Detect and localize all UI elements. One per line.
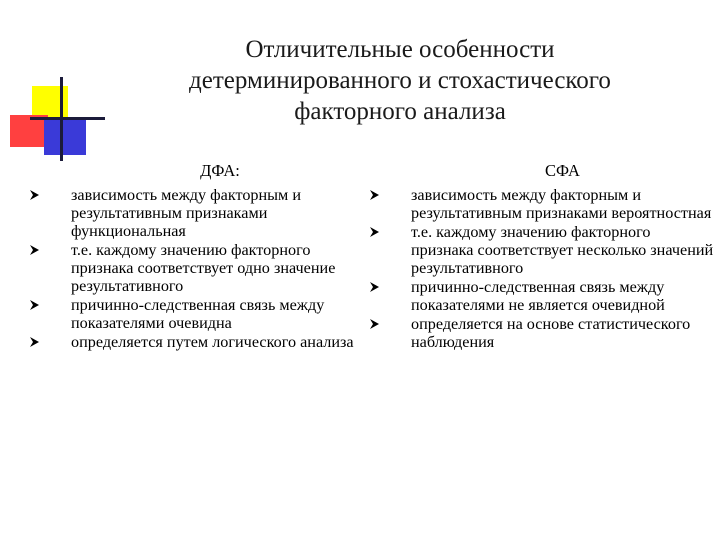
list-item-text: т.е. каждому значению факторного признака соответствует несколько значений результативного (411, 223, 714, 277)
arrowhead-bullet-icon (30, 190, 39, 200)
arrowhead-bullet-icon (30, 245, 39, 255)
list-item (30, 296, 370, 332)
list-item (370, 186, 715, 222)
title-line: Отличительные особенности (245, 36, 555, 63)
arrowhead-bullet-icon (370, 190, 379, 200)
list-item-text: определяется на основе статистического наблюдения (411, 315, 691, 351)
arrowhead-bullet-icon (370, 227, 379, 237)
list-item (30, 241, 370, 295)
list-item-text: причинно-следственная связь между показателями очевидна (71, 296, 325, 332)
list-item-text: зависимость между факторным и результативным признаками функциональная (71, 186, 302, 240)
title-line: детерминированного и стохастического (189, 67, 611, 94)
list-item-text: т.е. каждому значению факторного признака соответствует одно значение результативного (71, 241, 336, 295)
list-item (370, 315, 715, 351)
list-item-text: причинно-следственная связь между показателями не является очевидной (411, 278, 665, 314)
list-item (30, 333, 370, 351)
dfa-heading: ДФА: (200, 161, 240, 180)
sfa-list (370, 186, 715, 351)
list-item-text: зависимость между факторным и результативным признаками вероятностная (411, 186, 712, 222)
list-item (370, 223, 715, 277)
list-item-text: определяется путем логического анализа (71, 333, 354, 351)
logo-blue-square (44, 119, 86, 155)
dfa-column (30, 162, 370, 352)
arrowhead-bullet-icon (30, 300, 39, 310)
logo-horizontal-line (30, 117, 105, 120)
sfa-heading: СФА (545, 161, 580, 180)
dfa-list (30, 186, 370, 351)
list-item (30, 186, 370, 240)
title-line: факторного анализа (294, 98, 506, 125)
slide-title (150, 34, 650, 127)
arrowhead-bullet-icon (370, 282, 379, 292)
list-item (370, 278, 715, 314)
arrowhead-bullet-icon (370, 319, 379, 329)
slide-logo (0, 0, 110, 170)
arrowhead-bullet-icon (30, 337, 39, 347)
sfa-column (370, 162, 715, 352)
